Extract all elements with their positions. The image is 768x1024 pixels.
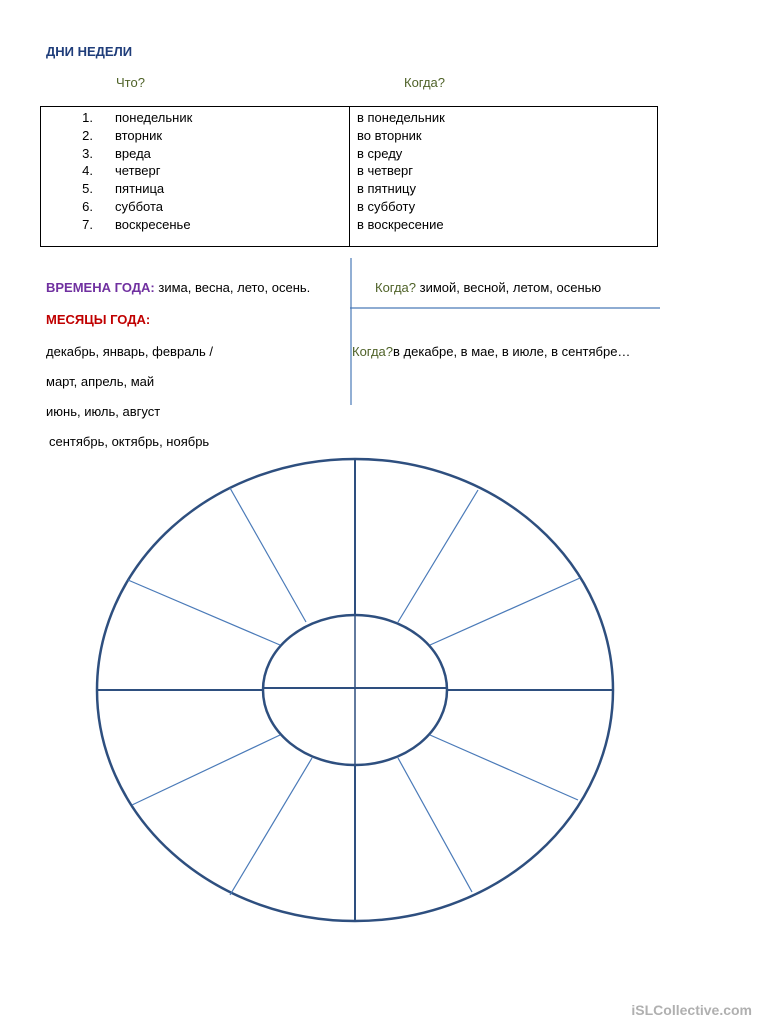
- list-item: во вторник: [357, 127, 422, 143]
- months-line-4: сентябрь, октябрь, ноябрь: [49, 434, 210, 449]
- wheel-spoke: [398, 758, 472, 892]
- page-title: ДНИ НЕДЕЛИ: [46, 44, 133, 59]
- months-line-3: июнь, июль, август: [46, 404, 161, 419]
- wheel-spoke: [128, 580, 280, 645]
- what-header: Что?: [116, 75, 145, 90]
- months-wheel: [97, 459, 613, 921]
- watermark: iSLCollective.com: [631, 1002, 752, 1018]
- list-item: в пятницу: [357, 181, 416, 197]
- wheel-spoke: [230, 758, 312, 895]
- seasons-label: ВРЕМЕНА ГОДА:: [46, 280, 155, 295]
- months-when-label: Когда?: [352, 344, 394, 359]
- list-item: 3. вреда: [82, 145, 151, 161]
- wheel-spoke: [132, 735, 280, 805]
- list-item: 4. четверг: [82, 163, 161, 179]
- list-item: в среду: [357, 145, 403, 161]
- months-line-1: декабрь, январь, февраль /: [46, 344, 214, 359]
- list-item: 1. понедельник: [82, 110, 193, 125]
- months-label: МЕСЯЦЫ ГОДА:: [46, 312, 151, 327]
- seasons-when-list: зимой, весной, летом, осенью: [419, 280, 602, 295]
- list-item: в четверг: [357, 163, 414, 179]
- when-header: Когда?: [404, 75, 446, 90]
- wheel-spoke: [430, 578, 580, 645]
- months-when-list: в декабре, в мае, в июле, в сентябре…: [393, 344, 631, 359]
- list-item: 5. пятница: [82, 181, 165, 197]
- list-item: в понедельник: [357, 110, 445, 125]
- list-item: в воскресение: [357, 216, 444, 232]
- wheel-spoke: [230, 488, 306, 622]
- wheel-spoke: [398, 490, 478, 622]
- list-item: в субботу: [357, 198, 416, 214]
- list-item: 6. суббота: [82, 198, 164, 214]
- list-item: 7. воскресенье: [82, 216, 191, 232]
- wheel-spoke: [430, 735, 578, 800]
- months-line-2: март, апрель, май: [46, 374, 155, 389]
- seasons-list: зима, весна, лето, осень.: [158, 280, 311, 295]
- list-item: 2. вторник: [82, 127, 163, 143]
- seasons-when-label: Когда?: [375, 280, 417, 295]
